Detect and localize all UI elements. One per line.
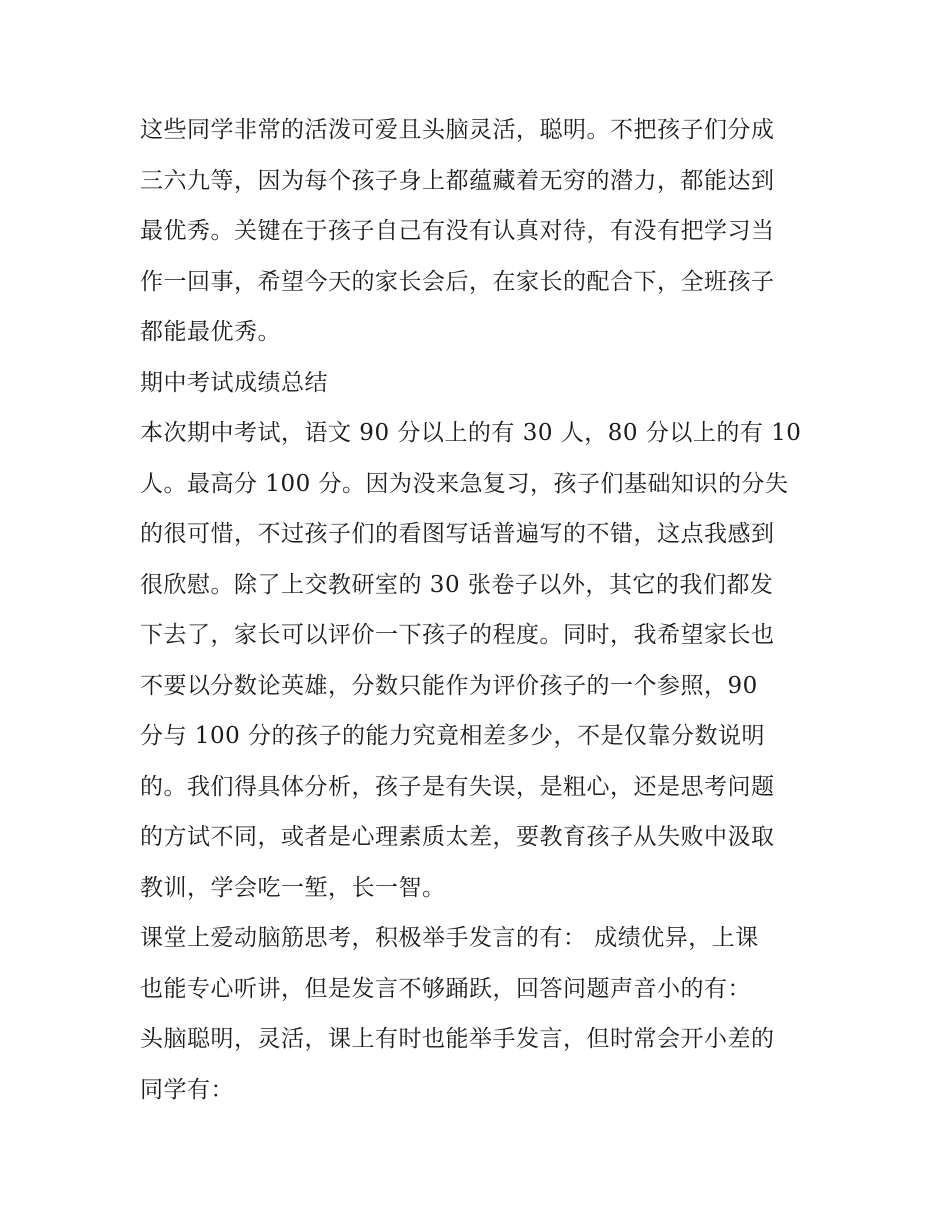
section-heading: 期中考试成绩总结 (140, 370, 328, 396)
text-line: 都能最优秀。 (140, 319, 281, 345)
text-line: 也能专心听讲，但是发言不够踊跃，回答问题声音小的有： (140, 976, 751, 1002)
text-line: 这些同学非常的活泼可爱且头脑灵活，聪明。不把孩子们分成 (140, 117, 775, 143)
text-line: 的很可惜，不过孩子们的看图写话普遍写的不错，这点我感到 (140, 521, 775, 547)
text-line: 同学有： (140, 1077, 234, 1103)
text-line: 很欣慰。除了上交教研室的 30 张卷子以外，其它的我们都发 (140, 572, 774, 598)
text-line: 人。最高分 100 分。因为没来急复习，孩子们基础知识的分失 (140, 471, 789, 497)
text-line: 教训，学会吃一堑，长一智。 (140, 875, 446, 901)
text-line: 不要以分数论英雄，分数只能作为评价孩子的一个参照，90 (140, 673, 758, 699)
text-line: 分与 100 分的孩子的能力究竟相差多少，不是仅靠分数说明 (140, 723, 766, 749)
text-line: 作一回事，希望今天的家长会后，在家长的配合下，全班孩子 (140, 269, 775, 295)
text-line: 头脑聪明，灵活，课上有时也能举手发言，但时常会开小差的 (140, 1026, 775, 1052)
text-line: 的方试不同，或者是心理素质太差，要教育孩子从失败中汲取 (140, 824, 775, 850)
text-line: 课堂上爱动脑筋思考，积极举手发言的有： 成绩优异，上课 (140, 925, 759, 951)
text-line: 最优秀。关键在于孩子自己有没有认真对待，有没有把学习当 (140, 218, 775, 244)
text-line: 本次期中考试，语文 90 分以上的有 30 人，80 分以上的有 10 (140, 420, 802, 446)
text-line: 的。我们得具体分析，孩子是有失误，是粗心，还是思考问题 (140, 774, 775, 800)
text-line: 三六九等，因为每个孩子身上都蕴藏着无穷的潜力，都能达到 (140, 168, 775, 194)
text-line: 下去了，家长可以评价一下孩子的程度。同时，我希望家长也 (140, 622, 775, 648)
